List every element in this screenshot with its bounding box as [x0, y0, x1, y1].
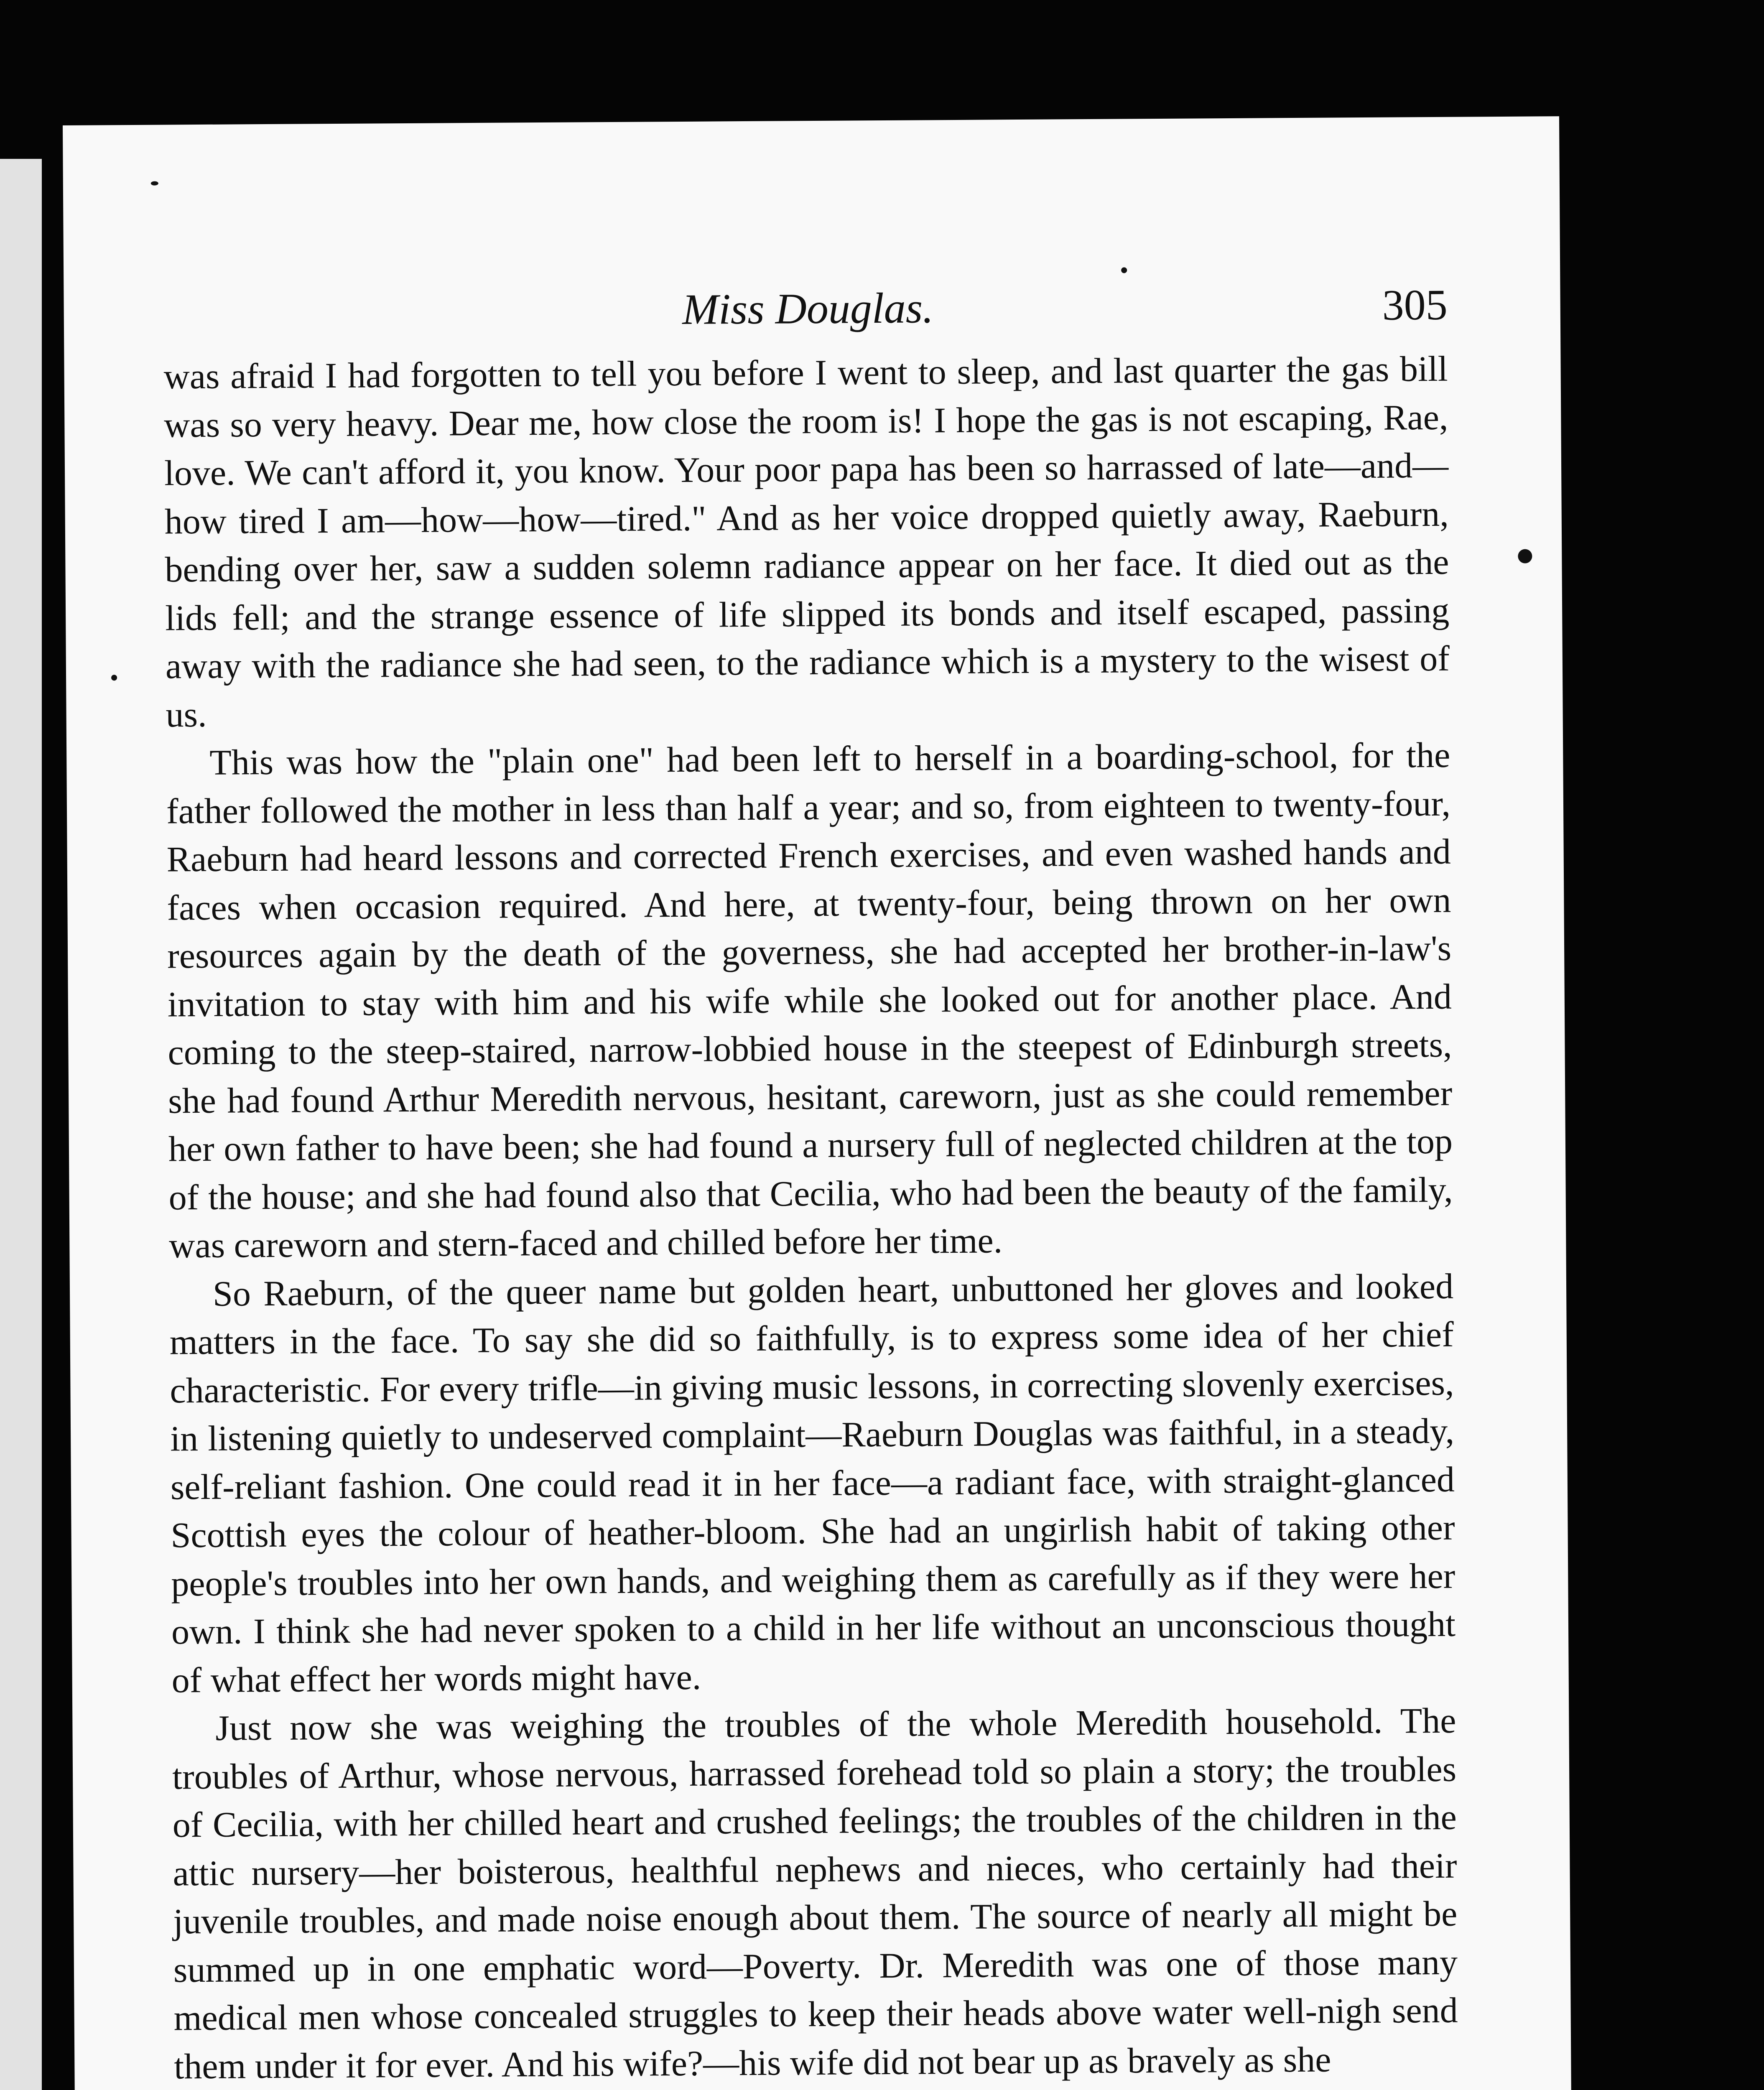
page-header: [168, 280, 1448, 355]
body-text: [163, 345, 1458, 2090]
paragraph: Just now she was weighing the troubles of the whole Meredith household. The troubles of Arthur, whose nervous, harrassed forehead told so plain a story; the troubles of Cecilia, with her chilled heart and crushed feelings; the troubles of the children in the attic nursery—her boisterous, healthful nephews and nieces, who certainly had their juvenile troubles, and made noise enough about them. The source of nearly all might be summed up in one emphatic word—Poverty. Dr. Meredith was one of those many medical men whose concealed struggles to keep their heads above water well-nigh send them under it for ever. And his wife?—his wife did not bear up as bravely as she: [172, 1700, 1458, 2086]
ink-speck: [1121, 267, 1127, 273]
ink-speck: [1518, 549, 1532, 563]
paragraph: This was how the "plain one" had been left to herself in a boarding-school, for the father followed the mother in less than half a year; and so, from eighteen to twenty-four, Raeburn had heard lessons and corrected French exercises, and even washed hands and faces when occasion required. And here, at twenty-four, being thrown on her own resources again by the death of the governess, she had accepted her brother-in-law's invitation to stay with him and his wife while she looked out for another place. And coming to the steep-staired, narrow-lobbied house in the steepest of Edinburgh streets, she had found Arthur Meredith nervous, hesitant, careworn, just as she could remember her own father to have been; she had found a nursery full of neglected children at the top of the house; and she had found also that Cecilia, who had been the beauty of the family, was careworn and stern-faced and chilled before her time.: [166, 734, 1453, 1266]
ink-speck: [111, 675, 117, 681]
running-title: Miss Douglas.: [682, 284, 934, 334]
page-number: 305: [1382, 280, 1448, 329]
ink-speck: [151, 181, 158, 186]
previous-page-edge: [0, 159, 42, 2090]
paragraph-continued: was afraid I had forgotten to tell you before I went to sleep, and last quarter the gas bill was so very heavy. Dear me, how close the room is! I hope the gas is not escaping, Rae, love. We can't afford it, you know. Your poor papa has been so harrassed of late—and—how tired I am—how—how—tired." And as her voice dropped quietly away, Raeburn, bending over her, saw a sudden solemn radiance appear on her face. It died out as the lids fell; and the strange essence of life slipped its bonds and itself escaped, passing away with the radiance she had seen, to the radiance which is a mystery to the wisest of us.: [163, 348, 1450, 735]
paragraph: So Raeburn, of the queer name but golden heart, unbuttoned her gloves and looked matters in the face. To say she did so faithfully, is to express some idea of her chief characteristic. For every trifle—in giving music lessons, in correcting slovenly exercises, in listening quietly to undeserved complaint—Raeburn Douglas was faithful, in a steady, self-reliant fashion. One could read it in her face—a radiant face, with straight-glanced Scottish eyes the colour of heather-bloom. She had an ungirlish habit of taking other people's troubles into her own hands, and weighing them as carefully as if they were her own. I think she had never spoken to a child in her life without an unconscious thought of what effect her words might have.: [169, 1266, 1456, 1700]
book-page: [63, 116, 1575, 2090]
